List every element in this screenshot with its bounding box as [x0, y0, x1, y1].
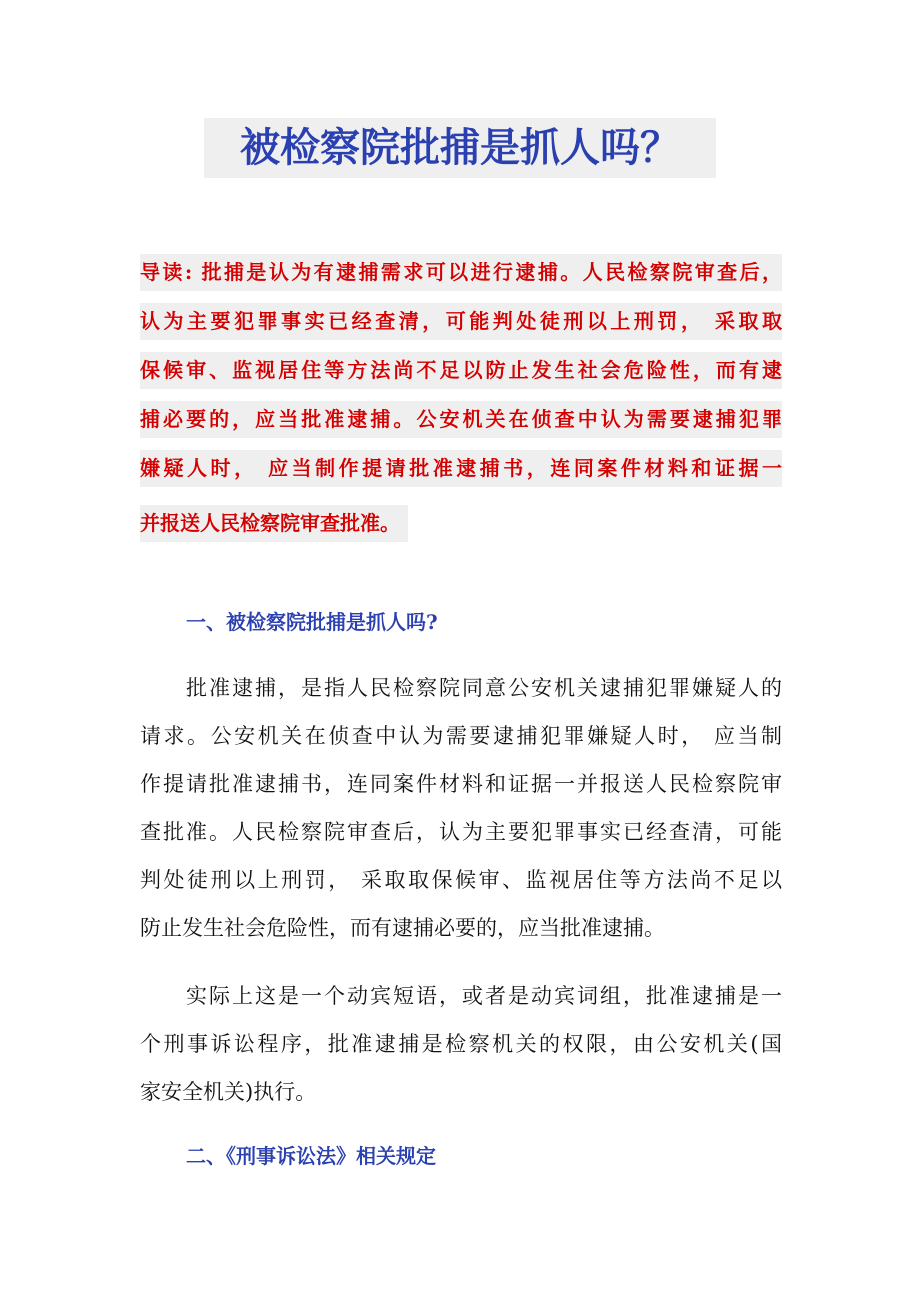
paragraph-line: 请求。公安机关在侦查中认为需要逮捕犯罪嫌疑人时， 应当制 — [140, 724, 782, 748]
paragraph-line: 作提请批准逮捕书，连同案件材料和证据一并报送人民检察院审 — [140, 772, 782, 796]
intro-line: 保候审、监视居住等方法尚不足以防止发生社会危险性，而有逮 — [140, 352, 782, 389]
paragraph-line: 防止发生社会危险性，而有逮捕必要的，应当批准逮捕。 — [140, 916, 665, 940]
paragraph-line: 家安全机关)执行。 — [140, 1080, 317, 1104]
intro-line: 导读: 批捕是认为有逮捕需求可以进行逮捕。人民检察院审查后， — [140, 254, 782, 291]
paragraph-line: 批准逮捕，是指人民检察院同意公安机关逮捕犯罪嫌疑人的 — [140, 676, 782, 700]
intro-line: 捕必要的，应当批准逮捕。公安机关在侦查中认为需要逮捕犯罪 — [140, 401, 782, 438]
intro-line: 认为主要犯罪事实已经查清，可能判处徒刑以上刑罚， 采取取 — [140, 303, 782, 340]
body-paragraph-1 — [140, 664, 782, 952]
intro-line: 嫌疑人时， 应当制作提请批准逮捕书，连同案件材料和证据一 — [140, 450, 782, 487]
paragraph-line: 个刑事诉讼程序，批准逮捕是检察机关的权限，由公安机关(国 — [140, 1032, 782, 1056]
intro-summary — [140, 254, 782, 554]
paragraph-line: 实际上这是一个动宾短语，或者是动宾词组，批准逮捕是一 — [140, 984, 782, 1008]
document-title: 被检察院批捕是抓人吗？ — [204, 118, 716, 178]
body-paragraph-2 — [140, 972, 782, 1116]
paragraph-line: 查批准。人民检察院审查后，认为主要犯罪事实已经查清，可能 — [140, 820, 782, 844]
section-heading-2: 二、《刑事诉讼法》相关规定 — [186, 1144, 436, 1168]
paragraph-line: 判处徒刑以上刑罚， 采取取保候审、监视居住等方法尚不足以 — [140, 868, 782, 892]
section-heading-1: 一、被检察院批捕是抓人吗? — [186, 610, 438, 634]
intro-line: 并报送人民检察院审查批准。 — [140, 505, 408, 542]
